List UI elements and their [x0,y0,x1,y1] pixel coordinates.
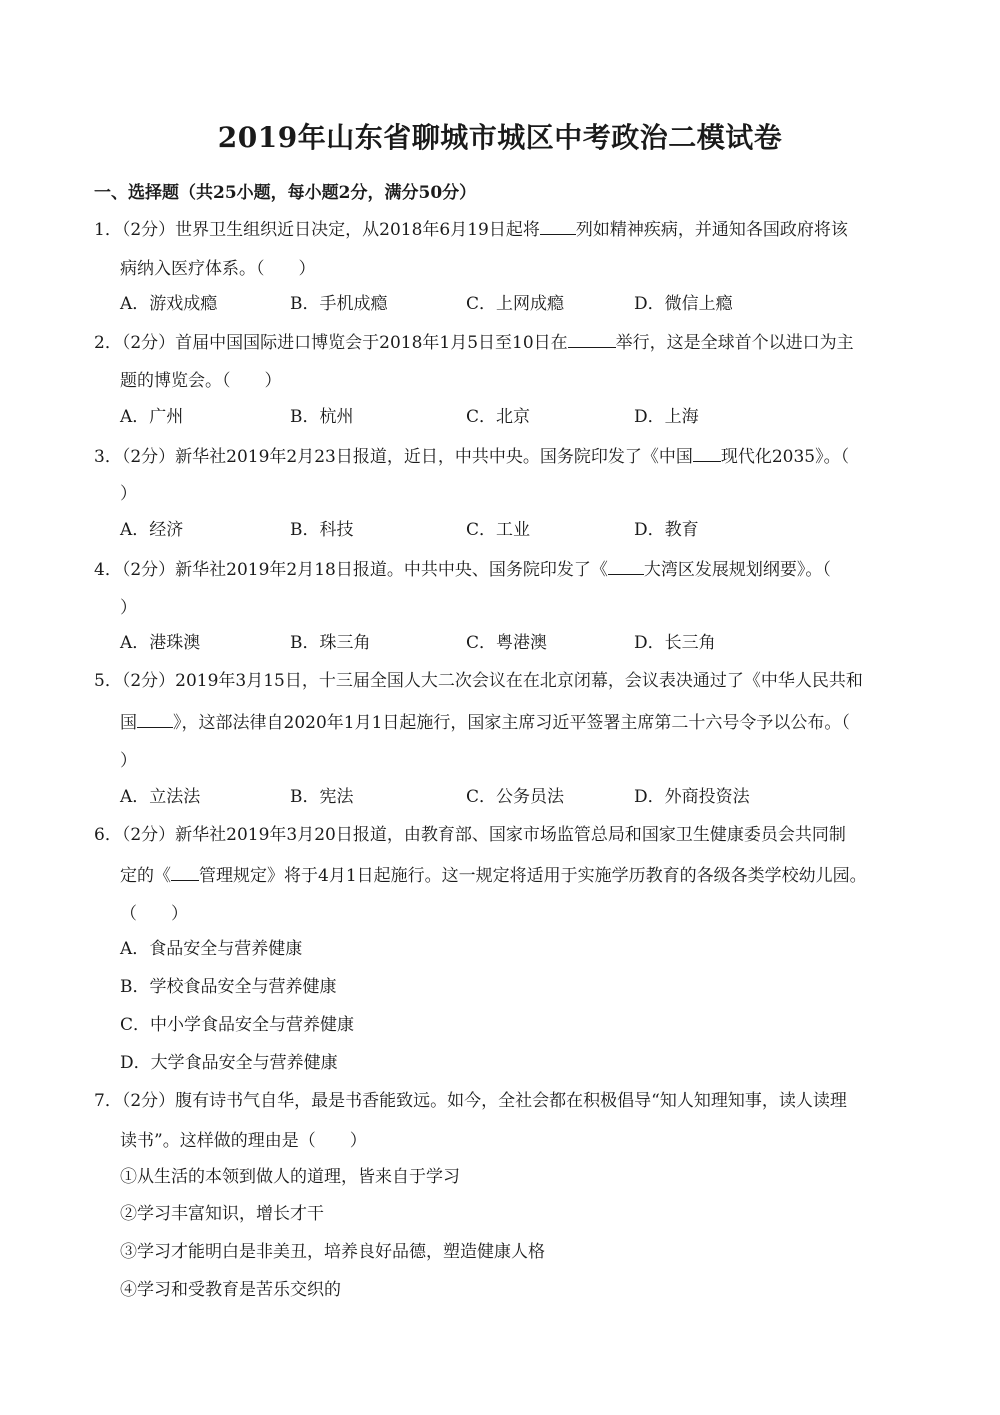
question-text: 管理规定》将于4月1日起施行。这一规定将适用于实施学历教育的各级各类学校幼儿园。 [199,866,867,886]
option-d: D．教育 [634,520,699,540]
question-text: （2分）腹有诗书气自华，最是书香能致远。如今，全社会都在积极倡导“知人知理知事，读人读理 [121,1091,847,1111]
option-c: C．粤港澳 [466,633,548,653]
question-number: 6． [94,825,122,845]
question-number: 2． [94,333,122,353]
option-b: B．宪法 [290,787,354,807]
answer-blank [540,216,576,235]
option-c: C．公务员法 [466,787,565,807]
question-number: 3． [94,447,122,467]
question-text: （2分）新华社2019年2月18日报道。中共中央、国务院印发了《 [121,560,608,580]
question-2-continued: 题的博览会。（ ） [120,371,282,391]
option-b: B．手机成瘾 [290,294,388,314]
question-4 [94,556,831,582]
question-7-continued: 读书”。这样做的理由是（ ） [120,1131,367,1151]
exam-title: 2019年山东省聊城市城区中考政治二模试卷 [217,121,783,154]
answer-blank [608,556,644,575]
statement-1: ①从生活的本领到做人的道理，皆来自于学习 [120,1167,460,1187]
question-text: 列如精神疾病，并通知各国政府将该 [575,220,848,240]
question-6 [94,823,846,847]
question-number: 7． [94,1091,122,1111]
section-heading: 一、选择题（共25小题，每小题2分，满分50分） [94,183,477,203]
question-5-paren: ） [120,751,137,771]
answer-blank [171,862,199,881]
option-a: A．港珠澳 [120,633,201,653]
option-c: C．中小学食品安全与营养健康 [120,1015,355,1035]
question-3 [94,443,849,469]
question-text: 现代化2035》。（ [720,447,850,467]
option-b: B．杭州 [290,407,354,427]
question-text: 国 [120,713,137,733]
question-1-continued: 病纳入医疗体系。（ ） [120,259,316,279]
question-text: 》，这部法律自2020年1月1日起施行，国家主席习近平签署主席第二十六号令予以公布。（ [173,713,850,733]
option-b: B．珠三角 [290,633,371,653]
option-c: C．北京 [466,407,531,427]
question-5 [94,669,863,693]
question-2 [94,329,854,355]
option-a: A．经济 [120,520,184,540]
question-number: 1． [94,220,122,240]
statement-3: ③学习才能明白是非美丑，培养良好品德，塑造健康人格 [120,1242,545,1262]
question-text: 定的《 [120,866,171,886]
option-b: B．学校食品安全与营养健康 [120,977,337,997]
question-text: （2分）新华社2019年3月20日报道，由教育部、国家市场监管总局和国家卫生健康委员会共同制 [121,825,846,845]
option-d: D．微信上瘾 [634,294,733,314]
statement-4: ④学习和受教育是苦乐交织的 [120,1280,341,1300]
option-a: A．食品安全与营养健康 [120,939,303,959]
option-a: A．游戏成瘾 [120,294,218,314]
question-text: 举行，这是全球首个以进口为主 [615,333,854,353]
question-number: 5． [94,671,122,691]
answer-blank [568,329,616,348]
question-6-continued [120,862,867,888]
option-a: A．广州 [120,407,184,427]
question-4-continued: ） [120,598,137,618]
option-d: D．外商投资法 [634,787,750,807]
statement-2: ②学习丰富知识，增长才干 [120,1204,324,1224]
option-c: C．上网成瘾 [466,294,565,314]
question-text: （2分）首届中国国际进口博览会于2018年1月5日至10日在 [121,333,568,353]
question-6-paren: （ ） [120,904,188,924]
question-text: （2分）世界卫生组织近日决定，从2018年6月19日起将 [121,220,540,240]
question-1 [94,216,848,242]
question-text: （2分）新华社2019年2月23日报道，近日，中共中央。国务院印发了《中国 [121,447,693,467]
option-a: A．立法法 [120,787,201,807]
option-c: C．工业 [466,520,531,540]
question-7 [94,1089,847,1113]
question-text: 大湾区发展规划纲要》。（ [643,560,831,580]
answer-blank [137,709,173,728]
question-text: （2分）2019年3月15日，十三届全国人大二次会议在在北京闭幕，会议表决通过了《中华人民共和 [121,671,863,691]
question-3-continued: ） [120,484,137,504]
option-d: D．长三角 [634,633,716,653]
question-number: 4． [94,560,122,580]
option-b: B．科技 [290,520,354,540]
answer-blank [693,443,721,462]
option-d: D．大学食品安全与营养健康 [120,1053,338,1073]
question-5-continued [120,709,850,735]
option-d: D．上海 [634,407,699,427]
